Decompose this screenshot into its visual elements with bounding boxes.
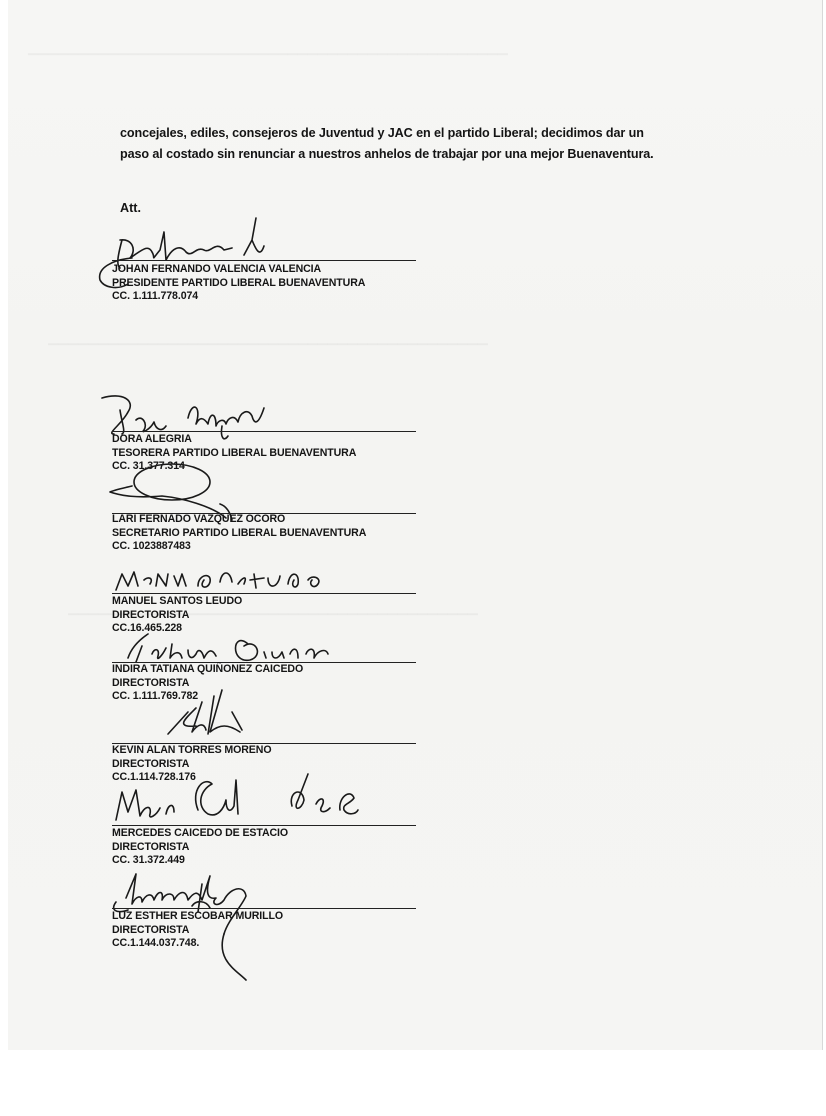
signatory-name: DORA ALEGRIA [112, 433, 192, 445]
signatory-role: TESORERA PARTIDO LIBERAL BUENAVENTURA [112, 446, 357, 459]
handwritten-signature [112, 770, 372, 830]
signatory-role: DIRECTORISTA [112, 923, 190, 936]
handwritten-signature [162, 682, 302, 742]
signature-line [112, 431, 416, 432]
letter-body [120, 123, 720, 165]
signatory-id: CC.16.465.228 [112, 622, 182, 634]
signature-line [112, 260, 416, 261]
signatory-details [112, 513, 366, 554]
signature-line [112, 825, 416, 826]
signature-line [112, 593, 416, 594]
signature-block [112, 770, 432, 870]
signatory-id: CC. 1023887483 [112, 540, 191, 552]
signatory-details [112, 263, 365, 304]
signatory-role: DIRECTORISTA [112, 608, 190, 621]
signatory-role: DIRECTORISTA [112, 840, 190, 853]
signatory-name: LUZ ESTHER ESCOBAR MURILLO [112, 910, 284, 922]
signatory-name: MERCEDES CAICEDO DE ESTACIO [112, 827, 289, 839]
signatory-role: DIRECTORISTA [112, 757, 190, 770]
signatory-id: CC. 31.377.314 [112, 460, 185, 472]
closing-salutation: Att. [120, 201, 141, 215]
body-line: concejales, ediles, consejeros de Juventud y JAC en el partido Liberal; decidimos dar un [120, 126, 644, 140]
signatory-details [112, 910, 283, 951]
signatory-id: CC.1.114.728.176 [112, 771, 196, 783]
signatory-name: JOHAN FERNANDO VALENCIA VALENCIA [112, 263, 322, 275]
signatory-id: CC. 1.111.778.074 [112, 290, 199, 302]
signatory-role: SECRETARIO PARTIDO LIBERAL BUENAVENTURA [112, 526, 367, 539]
photo-background [0, 1050, 826, 1116]
signatory-name: MANUEL SANTOS LEUDO [112, 595, 243, 607]
signatory-role: PRESIDENTE PARTIDO LIBERAL BUENAVENTURA [112, 276, 366, 289]
signature-block [112, 860, 432, 1000]
signatory-name: INDIRA TATIANA QUIÑONEZ CAICEDO [112, 663, 304, 675]
signature-line [112, 908, 416, 909]
signatory-id: CC.1.144.037.748. [112, 937, 200, 949]
body-line: paso al costado sin renunciar a nuestros anhelos de trabajar por una mejor Buenaventura. [120, 147, 654, 161]
signature-block [112, 458, 432, 558]
signature-block [112, 205, 432, 305]
signatory-name: KEVIN ALAN TORRES MORENO [112, 744, 272, 756]
signatory-id: CC. 31.372.449 [112, 854, 185, 866]
bleed-through-texture [28, 40, 508, 56]
signatory-id: CC. 1.111.769.782 [112, 690, 199, 702]
signature-block [112, 682, 432, 782]
signatory-role: DIRECTORISTA [112, 676, 190, 689]
signatory-name: LARI FERNADO VAZQUEZ OCORO [112, 513, 286, 525]
bleed-through-texture [48, 330, 488, 346]
